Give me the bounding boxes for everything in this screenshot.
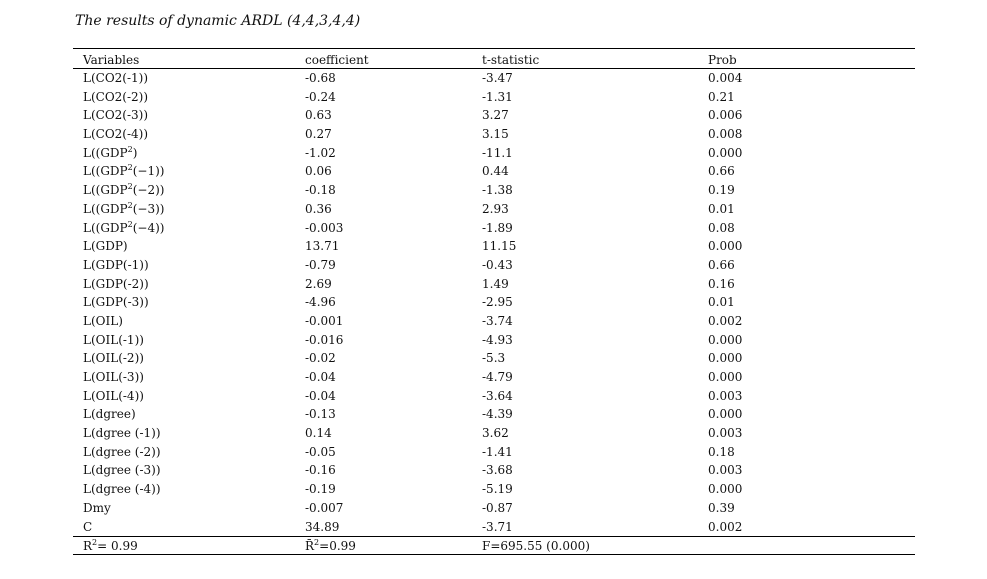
coefficient-cell: 0.36 — [305, 201, 332, 216]
t-statistic-cell: -1.38 — [482, 183, 513, 198]
prob-cell: 0.000 — [708, 370, 743, 384]
t-statistic-cell: -1.41 — [482, 444, 513, 459]
coefficient-cell: 2.69 — [305, 276, 332, 291]
prob-cell: 0.01 — [708, 201, 735, 216]
variable-cell: L((GDP$^2$) — [83, 144, 138, 160]
variable-cell: L(GDP(-2)) — [83, 276, 149, 291]
t-statistic-cell: -4.93 — [482, 332, 513, 347]
t-statistic-cell: -3.71 — [482, 519, 513, 534]
prob-cell: 0.006 — [708, 108, 743, 123]
coefficient-cell: -0.24 — [305, 89, 336, 104]
variable-cell: L(OIL(-1)) — [83, 332, 144, 347]
t-statistic-cell: -3.68 — [482, 463, 513, 478]
coefficient-cell: -0.19 — [305, 482, 336, 497]
table-row — [73, 368, 915, 387]
variable-cell: L(dgree (-4)) — [83, 482, 161, 497]
table-row — [73, 518, 915, 537]
prob-cell: 0.19 — [708, 183, 735, 198]
table-row — [73, 144, 915, 163]
prob-cell: 0.66 — [708, 164, 735, 179]
table-row — [73, 312, 915, 331]
prob-cell: 0.18 — [708, 444, 735, 459]
coefficient-cell: -0.001 — [305, 313, 344, 328]
r-squared: $R^2= 0.99$ — [83, 538, 138, 554]
table-row — [73, 387, 915, 406]
variable-cell: L(CO2(-1)) — [83, 71, 149, 85]
t-statistic-cell: -2.95 — [482, 295, 513, 310]
t-statistic-cell: 1.49 — [482, 276, 509, 291]
variable-cell: L(dgree (-2)) — [83, 444, 161, 459]
coefficient-cell: -0.18 — [305, 183, 336, 198]
coefficient-cell: -0.05 — [305, 444, 336, 459]
t-statistic-cell: 3.62 — [482, 426, 509, 441]
variable-cell: $L((GDP^2(-2))$ — [83, 182, 165, 198]
coefficient-cell: 34.89 — [305, 519, 340, 534]
prob-cell: 0.08 — [708, 220, 735, 235]
t-statistic-cell: -11.1 — [482, 145, 513, 160]
variable-cell: L(CO2(-2)) — [83, 89, 149, 104]
prob-cell: 0.003 — [708, 388, 743, 403]
table-row — [73, 181, 915, 200]
variable-cell: L(OIL(-4)) — [83, 388, 144, 403]
coefficient-cell: -0.04 — [305, 370, 336, 384]
table-row — [73, 331, 915, 350]
t-statistic-cell: -3.74 — [482, 313, 513, 328]
table-row — [73, 461, 915, 480]
t-statistic-cell: -1.31 — [482, 89, 513, 104]
variable-cell: L(OIL(-2)) — [83, 351, 144, 366]
ardl-results-table — [73, 48, 915, 555]
t-statistic-cell: 2.93 — [482, 201, 509, 216]
coefficient-cell: -0.13 — [305, 407, 336, 422]
table-body — [73, 69, 915, 536]
prob-cell: 0.16 — [708, 276, 735, 291]
table-row — [73, 162, 915, 181]
t-statistic-cell: -1.89 — [482, 220, 513, 235]
prob-cell: 0.39 — [708, 500, 735, 515]
coefficient-cell: -0.007 — [305, 500, 344, 515]
table-row — [73, 424, 915, 443]
table-row — [73, 499, 915, 518]
prob-cell: 0.003 — [708, 426, 743, 441]
table-row — [73, 69, 915, 88]
prob-cell: 0.000 — [708, 332, 743, 347]
t-statistic-cell: -0.43 — [482, 257, 513, 272]
coefficient-cell: 0.27 — [305, 127, 332, 142]
footer-empty — [708, 537, 878, 554]
coefficient-cell: -0.79 — [305, 257, 336, 272]
table-row — [73, 106, 915, 125]
coefficient-cell: 0.63 — [305, 108, 332, 123]
prob-cell: 0.000 — [708, 407, 743, 422]
variable-cell: L(GDP(-1)) — [83, 257, 149, 272]
variable-cell: L(dgree (-1)) — [83, 426, 161, 441]
variable-cell: Dmy — [83, 500, 111, 515]
t-statistic-cell: -3.64 — [482, 388, 513, 403]
table-row — [73, 480, 915, 499]
t-statistic-cell: -0.87 — [482, 500, 513, 515]
t-statistic-cell: -5.3 — [482, 351, 506, 366]
variable-cell: L(CO2(-4)) — [83, 127, 149, 142]
table-row — [73, 293, 915, 312]
variable-cell: L(GDP) — [83, 239, 128, 254]
prob-cell: 0.002 — [708, 519, 743, 534]
table-row — [73, 88, 915, 107]
prob-cell: 0.000 — [708, 239, 743, 254]
variable-cell: $L((GDP^2(-1))$ — [83, 163, 165, 179]
table-row — [73, 200, 915, 219]
coefficient-cell: -0.016 — [305, 332, 344, 347]
t-statistic-cell: 3.15 — [482, 127, 509, 142]
coefficient-cell: -4.96 — [305, 295, 336, 310]
t-statistic-cell: 3.27 — [482, 108, 509, 123]
variable-cell: $L((GDP^2(-4))$ — [83, 219, 165, 235]
prob-cell: 0.008 — [708, 127, 743, 142]
header-row — [73, 49, 915, 68]
coefficient-cell: -0.68 — [305, 71, 336, 85]
coefficient-cell: -0.003 — [305, 220, 344, 235]
table-row — [73, 237, 915, 256]
variable-cell: L(OIL) — [83, 313, 123, 328]
header-variables: Variables — [83, 53, 140, 67]
variable-cell: L(dgree) — [83, 407, 136, 422]
prob-cell: 0.002 — [708, 313, 743, 328]
prob-cell: 0.004 — [708, 71, 743, 85]
header-coefficient: coefficient — [305, 53, 369, 67]
coefficient-cell: -0.04 — [305, 388, 336, 403]
variable-cell: $L((GDP^2(-3))$ — [83, 200, 165, 216]
table-caption: The results of dynamic ARDL (4,4,3,4,4) — [75, 13, 361, 29]
variable-cell: L(GDP(-3)) — [83, 295, 149, 310]
table-row — [73, 219, 915, 238]
prob-cell: 0.000 — [708, 351, 743, 366]
prob-cell: 0.21 — [708, 89, 735, 104]
table-row — [73, 443, 915, 462]
coefficient-cell: -0.16 — [305, 463, 336, 478]
prob-cell: 0.000 — [708, 145, 743, 160]
coefficient-cell: 0.14 — [305, 426, 332, 441]
table-row — [73, 125, 915, 144]
f-statistic: F=695.55 (0.000) — [482, 539, 590, 554]
t-statistic-cell: 0.44 — [482, 164, 509, 179]
prob-cell: 0.66 — [708, 257, 735, 272]
table-row — [73, 275, 915, 294]
variable-cell: L(dgree (-3)) — [83, 463, 161, 478]
coefficient-cell: 0.06 — [305, 164, 332, 179]
header-prob: Prob — [708, 53, 737, 67]
table-row — [73, 405, 915, 424]
header-t-statistic: t-statistic — [482, 53, 540, 67]
prob-cell: 0.01 — [708, 295, 735, 310]
prob-cell: 0.003 — [708, 463, 743, 478]
coefficient-cell: -0.02 — [305, 351, 336, 366]
t-statistic-cell: -4.39 — [482, 407, 513, 422]
adjusted-r-squared: R̄$^2$=0.99 — [305, 538, 356, 554]
t-statistic-cell: -4.79 — [482, 370, 513, 384]
table-row — [73, 349, 915, 368]
coefficient-cell: 13.71 — [305, 239, 340, 254]
prob-cell: 0.000 — [708, 482, 743, 497]
variable-cell: L(OIL(-3)) — [83, 370, 144, 384]
table-row — [73, 256, 915, 275]
t-statistic-cell: 11.15 — [482, 239, 517, 254]
variable-cell: L(CO2(-3)) — [83, 108, 149, 123]
footer-rule — [73, 554, 915, 555]
variable-cell: C — [83, 519, 93, 534]
t-statistic-cell: -5.19 — [482, 482, 513, 497]
footer-row — [73, 537, 915, 554]
t-statistic-cell: -3.47 — [482, 71, 513, 85]
coefficient-cell: -1.02 — [305, 145, 336, 160]
